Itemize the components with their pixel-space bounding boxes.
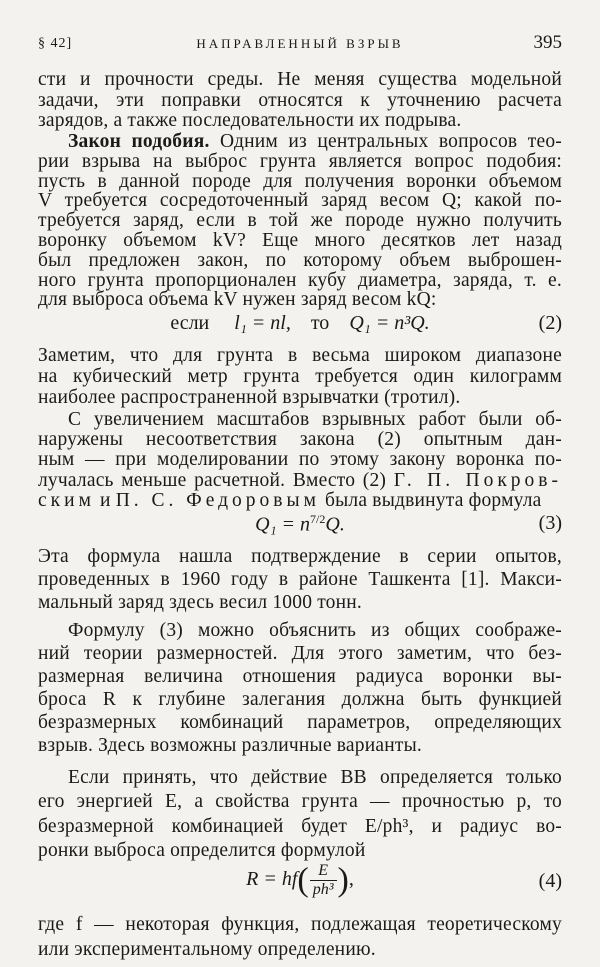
- page-header: [38, 32, 562, 56]
- text-span: и: [94, 489, 116, 511]
- paragraph-7: [38, 766, 562, 814]
- text-line: наиболее распространенной взрывчатки (тротил).: [38, 387, 461, 408]
- formula-word: если: [170, 312, 210, 334]
- formula-punct: ,: [348, 868, 354, 891]
- text-line: проведенных в 1960 году в районе Ташкента [1]. Макси-: [38, 569, 562, 590]
- fraction-denominator: ph³: [312, 881, 334, 898]
- paragraph-5: [38, 545, 562, 614]
- text-line: безразмерных комбинаций параметров, определяющих: [38, 712, 562, 733]
- author-name: Г. П. Покров-: [393, 469, 563, 491]
- fraction-numerator: E: [310, 862, 337, 881]
- paragraph-4: [38, 410, 562, 511]
- page-number: 395: [533, 32, 562, 53]
- formula-expr: Q.: [325, 513, 345, 536]
- formula-4: [38, 862, 562, 902]
- fraction: [310, 862, 337, 899]
- text-line: взрыв. Здесь возможны различные варианты.: [38, 735, 422, 756]
- right-paren: ): [337, 861, 349, 899]
- text-line: безразмерной комбинацией будет E/ph³, и радиус во-: [38, 816, 562, 837]
- text-line: где f — некоторая функция, подлежащая теоретическому: [38, 914, 562, 935]
- formula-exponent: 7/2: [310, 512, 326, 526]
- formula-expr: Q₁ = n³Q.: [349, 312, 430, 334]
- formula-expr: l₁ = nl,: [234, 312, 291, 334]
- formula-word: то: [310, 312, 330, 334]
- text-line: Заметим, что для грунта в весьма широком диапазоне: [38, 345, 562, 366]
- text-line: ным — при моделировании по этому закону воронка по-: [38, 449, 562, 471]
- text-line: ного грунта пропорционален кубу диаметра, заряда, т. е.: [38, 269, 562, 291]
- text-line: требуется заряд, если в той же породе нужно получить: [38, 210, 562, 232]
- paragraph-6: [38, 619, 562, 757]
- text-line: [38, 471, 562, 491]
- equation-number: (4): [538, 870, 562, 892]
- text-line: С увеличением масштабов взрывных работ были об-: [68, 409, 562, 430]
- text-line: рии взрыва на выброс грунта является вопрос подобия:: [38, 150, 562, 172]
- formula-body: [38, 312, 562, 335]
- text-line: для выброса объема kV нужен заряд весом kQ:: [38, 289, 437, 311]
- text-line: зарядов, а также последовательности их подрыва.: [38, 110, 462, 131]
- text-line: пусть в данной породе для получения воронки объемом: [38, 170, 562, 192]
- text-line: задачи, эти поправки относятся к уточнению расчета: [38, 89, 562, 111]
- paragraph-7b: [38, 815, 562, 863]
- left-paren: (: [297, 861, 309, 899]
- formula-body: [38, 512, 562, 537]
- paragraph-3: [38, 345, 562, 408]
- text-line: ронки выброса определится формулой: [38, 840, 366, 861]
- text-line: его энергией E, а свойства грунта — прочностью p, то: [38, 791, 562, 812]
- text-line: Эта формула нашла подтверждение в серии опытов,: [38, 546, 562, 567]
- paragraph-2: [38, 132, 562, 310]
- text-span: лучалась меньше расчетной. Вместо (2): [38, 469, 387, 491]
- formula-body: [38, 862, 562, 899]
- text-line: наружены несоответствия закона (2) опытным дан-: [38, 429, 562, 451]
- paragraph-1: [38, 70, 562, 132]
- text-line: размерная величина отношения радиуса воронки вы-: [38, 666, 562, 687]
- text-line: броса R к глубине залегания должна быть функцией: [38, 689, 562, 710]
- lead-heading: Закон подобия.: [68, 131, 210, 152]
- text-line: на кубический метр грунта требуется один килограмм: [38, 366, 562, 387]
- text-line: Если принять, что действие ВВ определяется только: [68, 767, 562, 788]
- equation-number: (3): [538, 512, 562, 534]
- author-name: П. С. Федоровым: [115, 489, 320, 511]
- text-span: была выдвинута формула: [319, 489, 542, 511]
- text-line: V требуется сосредоточенный заряд весом Q; какой по-: [38, 190, 562, 212]
- formula-expr: R = hf: [246, 868, 298, 891]
- text-line: ний теории размерностей. Для этого заметим, что без-: [38, 643, 562, 664]
- text-span: Одним из центральных вопросов тео-: [209, 131, 562, 152]
- text-line: был предложен закон, по которому объем выброшен-: [38, 249, 562, 271]
- section-ref: § 42]: [38, 36, 73, 51]
- text-line: [38, 491, 562, 511]
- text-line: Формулу (3) можно объяснить из общих соображе-: [68, 620, 562, 641]
- text-line: мальный заряд здесь весил 1000 тонн.: [38, 592, 362, 613]
- text-line: [38, 132, 562, 152]
- running-title: НАПРАВЛЕННЫЙ ВЗРЫВ: [196, 36, 404, 51]
- paragraph-8: [38, 913, 562, 962]
- text-line: или экспериментальному определению.: [38, 938, 376, 960]
- text-line: сти и прочности среды. Не меняя существа модельной: [38, 69, 562, 90]
- author-name: ским: [38, 489, 95, 511]
- formula-expr: Q₁ = n: [255, 513, 311, 536]
- text-line: воронку объемом kV? Еще много десятков лет назад: [38, 229, 562, 251]
- equation-number: (2): [538, 312, 562, 334]
